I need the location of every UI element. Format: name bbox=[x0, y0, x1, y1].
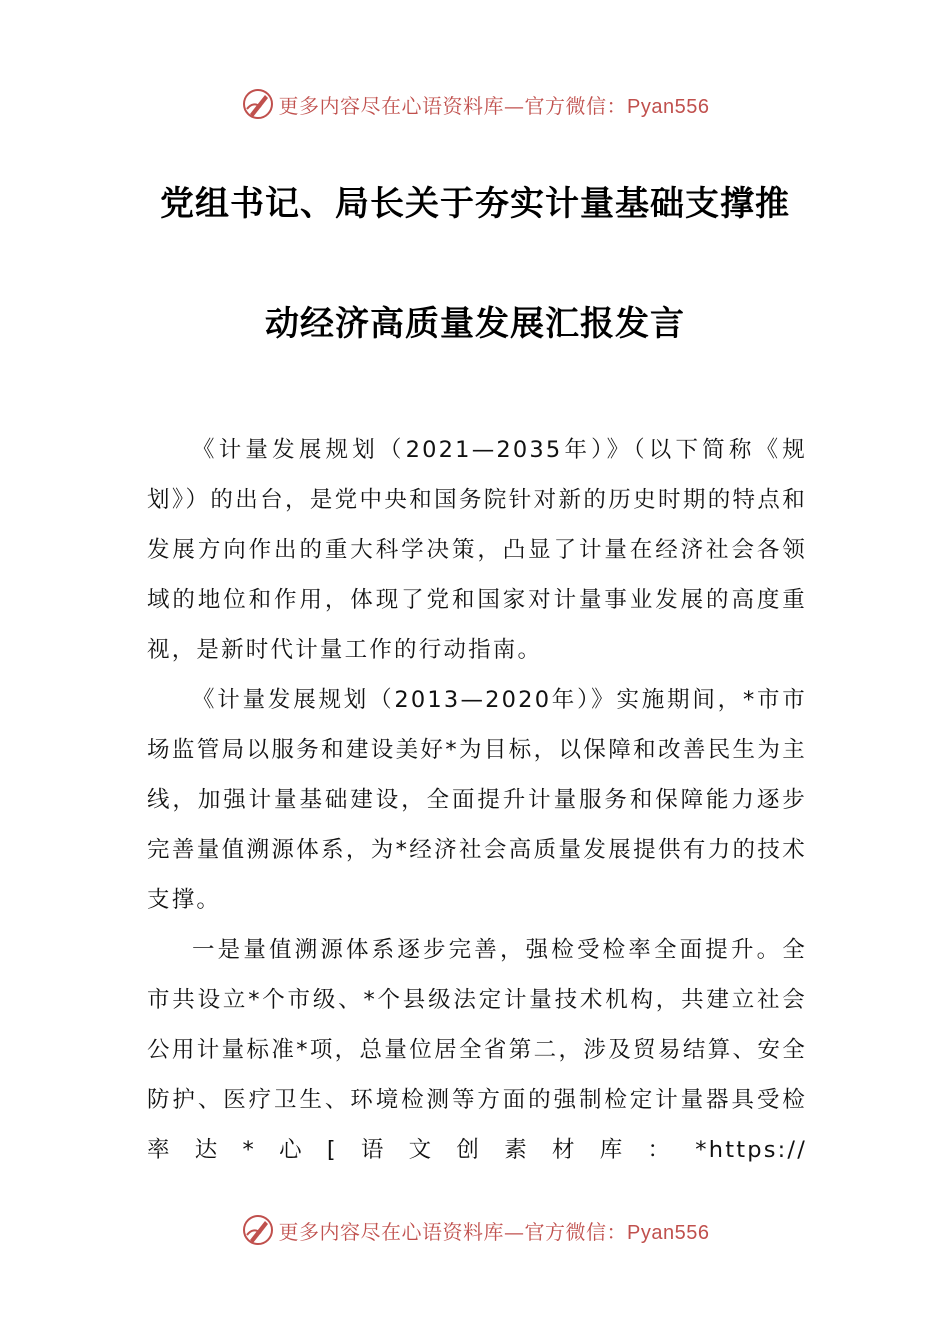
paragraph-2: 《计量发展规划（2013—2020年）》实施期间，*市市场监管局以服务和建设美好*为目标，以保障和改善民生为主线，加强计量基础建设，全面提升计量服务和保障能力逐步完善量值溯源体系，为*经济社会高质量发展提供有力的技术支撑。 bbox=[147, 687, 807, 913]
paragraph-1: 《计量发展规划（2021—2035年）》（以下简称《规划》）的出台，是党中央和国务院针对新的历史时期的特点和发展方向作出的重大科学决策，凸显了计量在经济社会各领域的地位和作用，体现了党和国家对计量事业发展的高度重视，是新时代计量工作的行动指南。 bbox=[147, 437, 807, 663]
banner-text: 更多内容尽在心语资料库—官方微信：Pyan556 bbox=[278, 93, 710, 118]
footer-banner bbox=[0, 1210, 950, 1250]
pen-logo-icon bbox=[241, 87, 275, 121]
wechat-handle: Pyan556 bbox=[627, 1221, 710, 1244]
paragraph-3: 一是量值溯源体系逐步完善，强检受检率全面提升。全市共设立*个市级、*个县级法定计量技术机构，共建立社会公用计量标准*项，总量位居全省第二，涉及贸易结算、安全防护、医疗卫生、环境检测等方面的强制检定计量器具受检率达*心[语文创素材库：*https:// bbox=[147, 937, 807, 1163]
header-banner bbox=[0, 84, 950, 124]
document-body bbox=[147, 425, 807, 1175]
wechat-handle: Pyan556 bbox=[627, 95, 710, 118]
document-title-line-1: 党组书记、局长关于夯实计量基础支撑推 bbox=[160, 184, 790, 224]
banner-text: 更多内容尽在心语资料库—官方微信：Pyan556 bbox=[278, 1219, 710, 1244]
pen-logo-icon bbox=[241, 1213, 275, 1247]
document-title-line-2: 动经济高质量发展汇报发言 bbox=[265, 304, 685, 344]
